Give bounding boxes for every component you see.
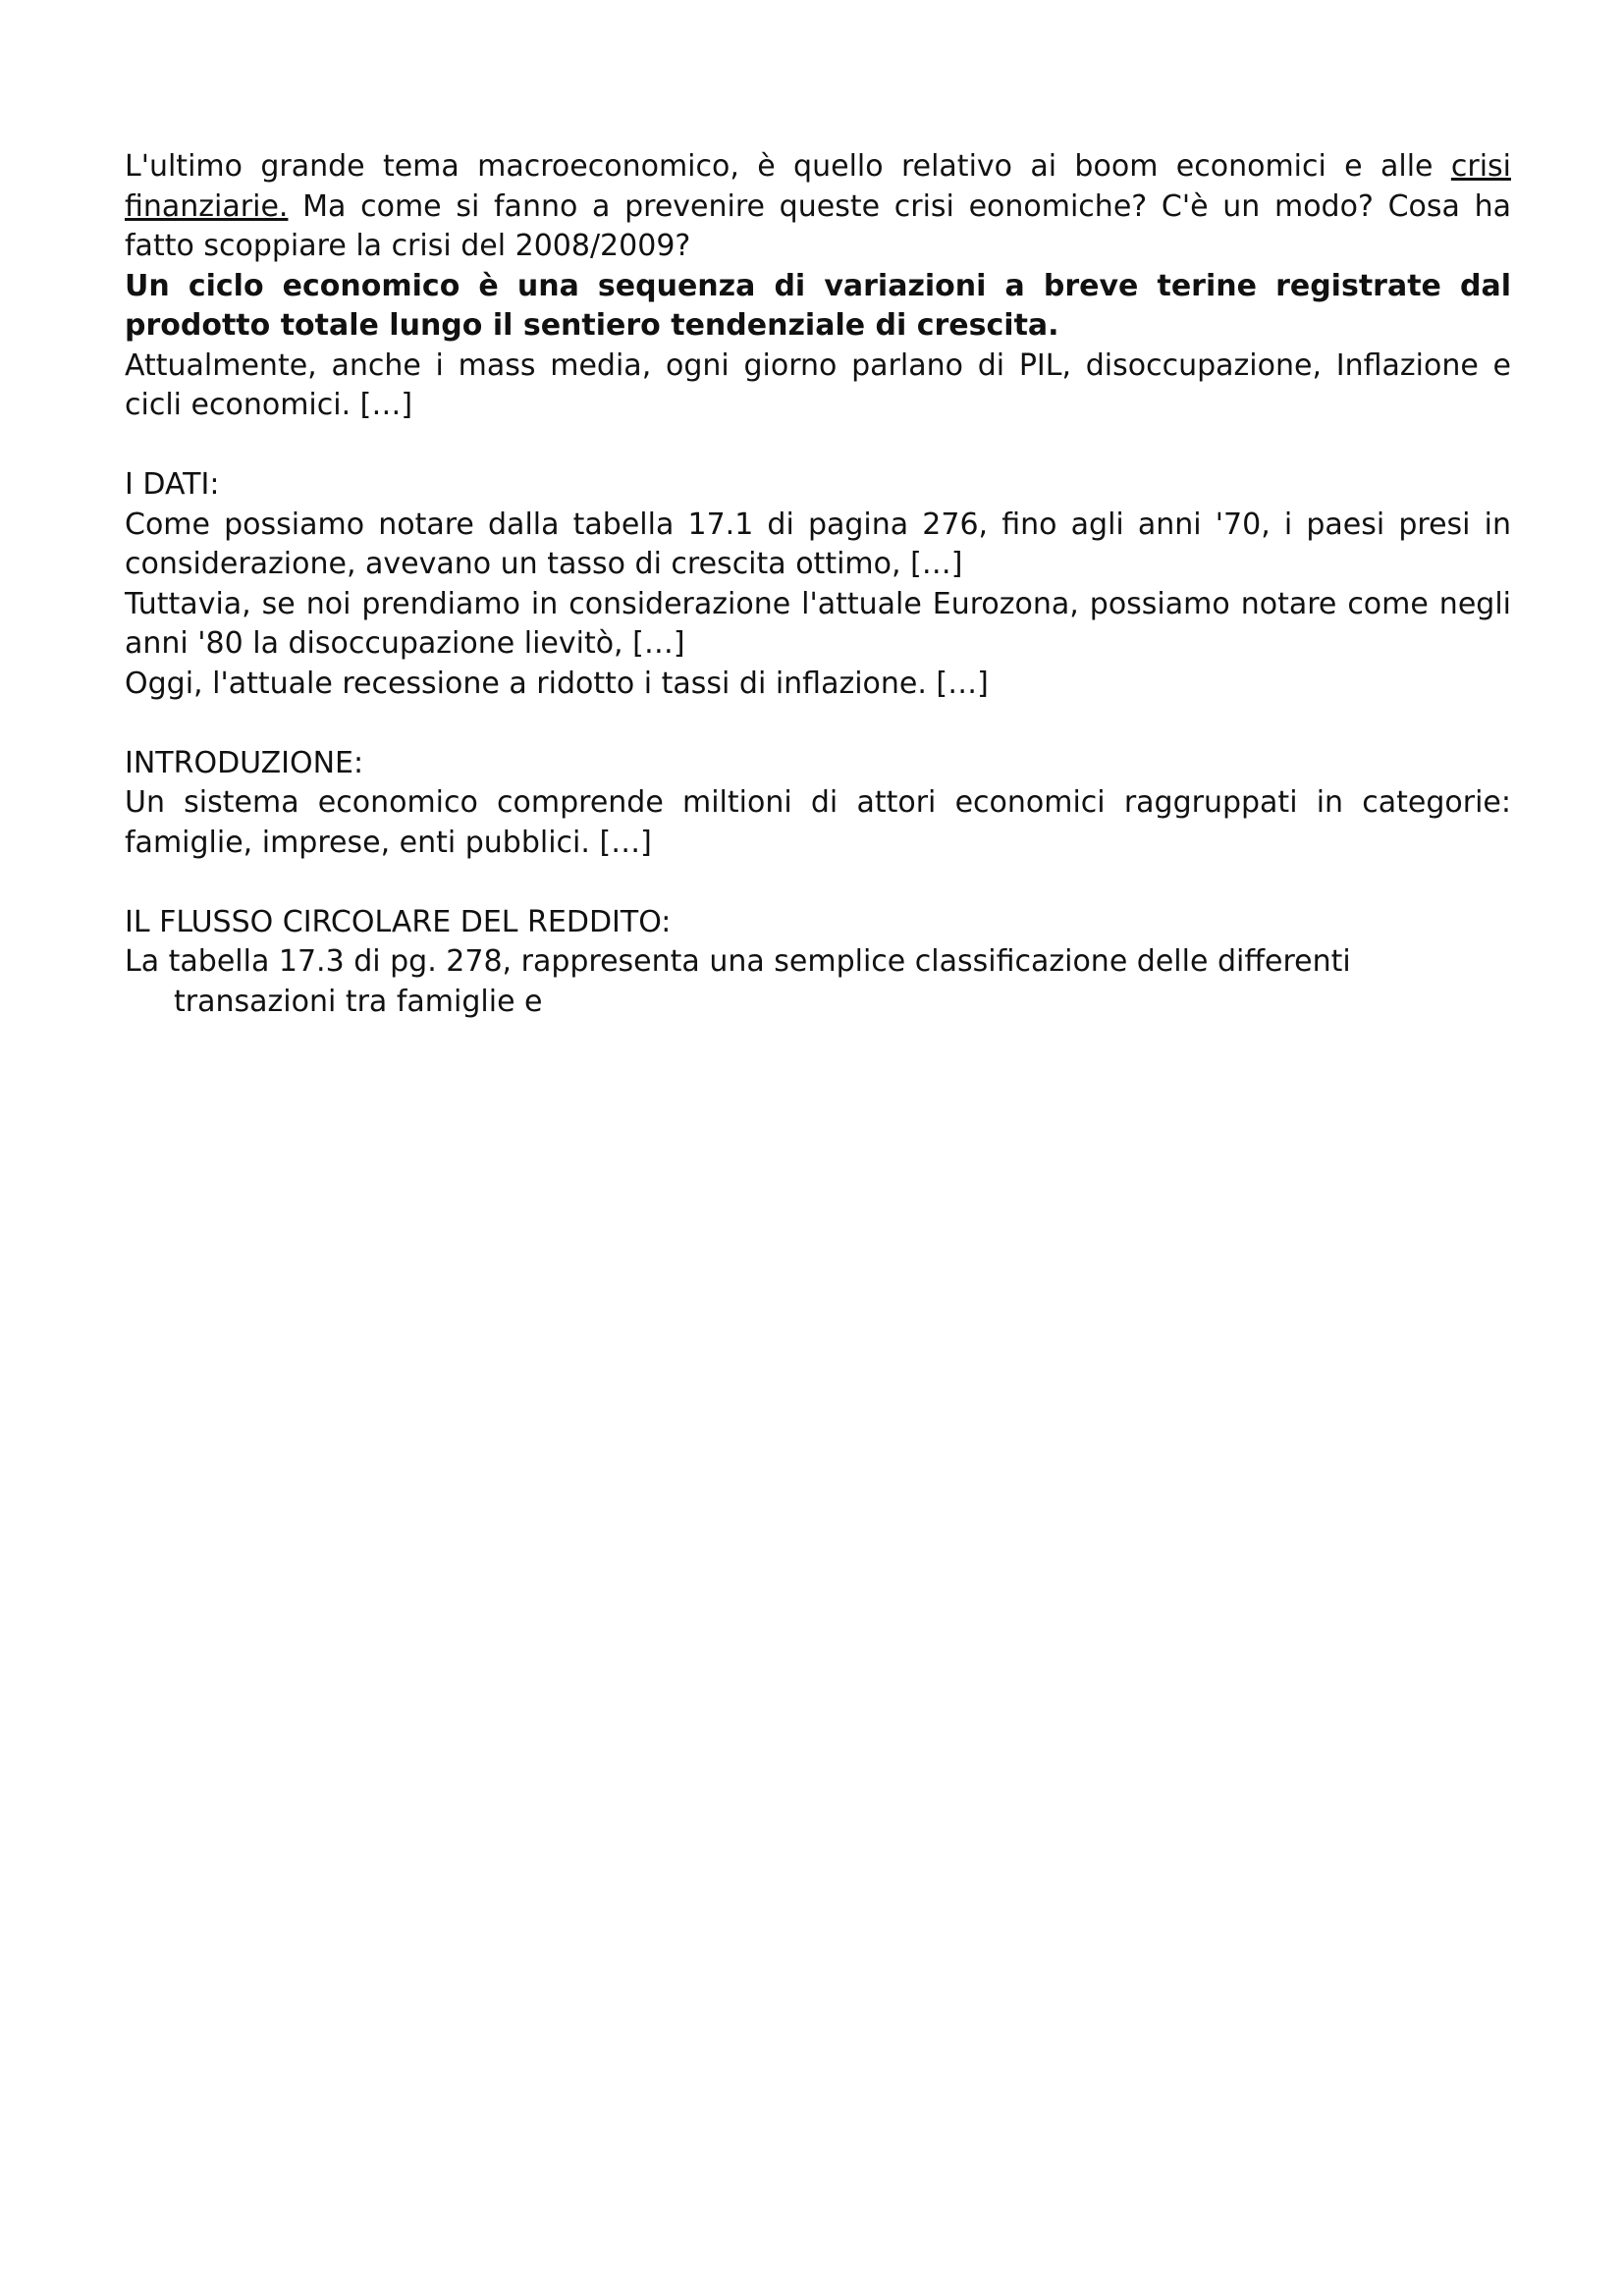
crisi-finanziarie-link[interactable]: crisi finanziarie. — [125, 149, 1511, 224]
intro-paragraph — [125, 147, 1511, 267]
spacer — [125, 426, 1511, 466]
introduzione-paragraph: Un sistema economico comprende miltioni di attori economici raggruppati in categorie: famiglie, imprese, enti pubblici. […] — [125, 785, 1511, 860]
intro-text: L'ultimo grande tema macroeconomico, è quello relativo ai boom economici e alle — [125, 149, 1451, 184]
definition-paragraph: Un ciclo economico è una sequenza di variazioni a breve terine registrate dal prodotto totale lungo il sentiero tendenziale di crescita. — [125, 268, 1511, 343]
introduzione-heading: INTRODUZIONE: — [125, 745, 364, 780]
spacer — [125, 704, 1511, 744]
dati-heading: I DATI: — [125, 467, 220, 502]
context-paragraph: Attualmente, anche i mass media, ogni giorno parlano di PIL, disoccupazione, Inflazione e cicli economici. […] — [125, 347, 1511, 422]
dati-paragraph-1: Come possiamo notare dalla tabella 17.1 di pagina 276, fino agli anni '70, i paesi presi in considerazione, avevano un tasso di crescita ottimo, […] — [125, 507, 1511, 581]
flusso-paragraph: La tabella 17.3 di pg. 278, rappresenta una semplice classificazione delle differenti transazioni tra famiglie e — [125, 944, 1351, 1019]
dati-paragraph-3: Oggi, l'attuale recessione a ridotto i tassi di inflazione. […] — [125, 666, 989, 701]
spacer — [125, 863, 1511, 903]
document-page — [125, 147, 1511, 1022]
dati-paragraph-2: Tuttavia, se noi prendiamo in considerazione l'attuale Eurozona, possiamo notare come negli anni '80 la disoccupazione lievitò, […] — [125, 586, 1511, 661]
intro-text-continued: Ma come si fanno a prevenire queste crisi eonomiche? C'è un modo? Cosa ha fatto scoppiare la crisi del 2008/2009? — [125, 188, 1511, 263]
flusso-heading: IL FLUSSO CIRCOLARE DEL REDDITO: — [125, 904, 672, 939]
